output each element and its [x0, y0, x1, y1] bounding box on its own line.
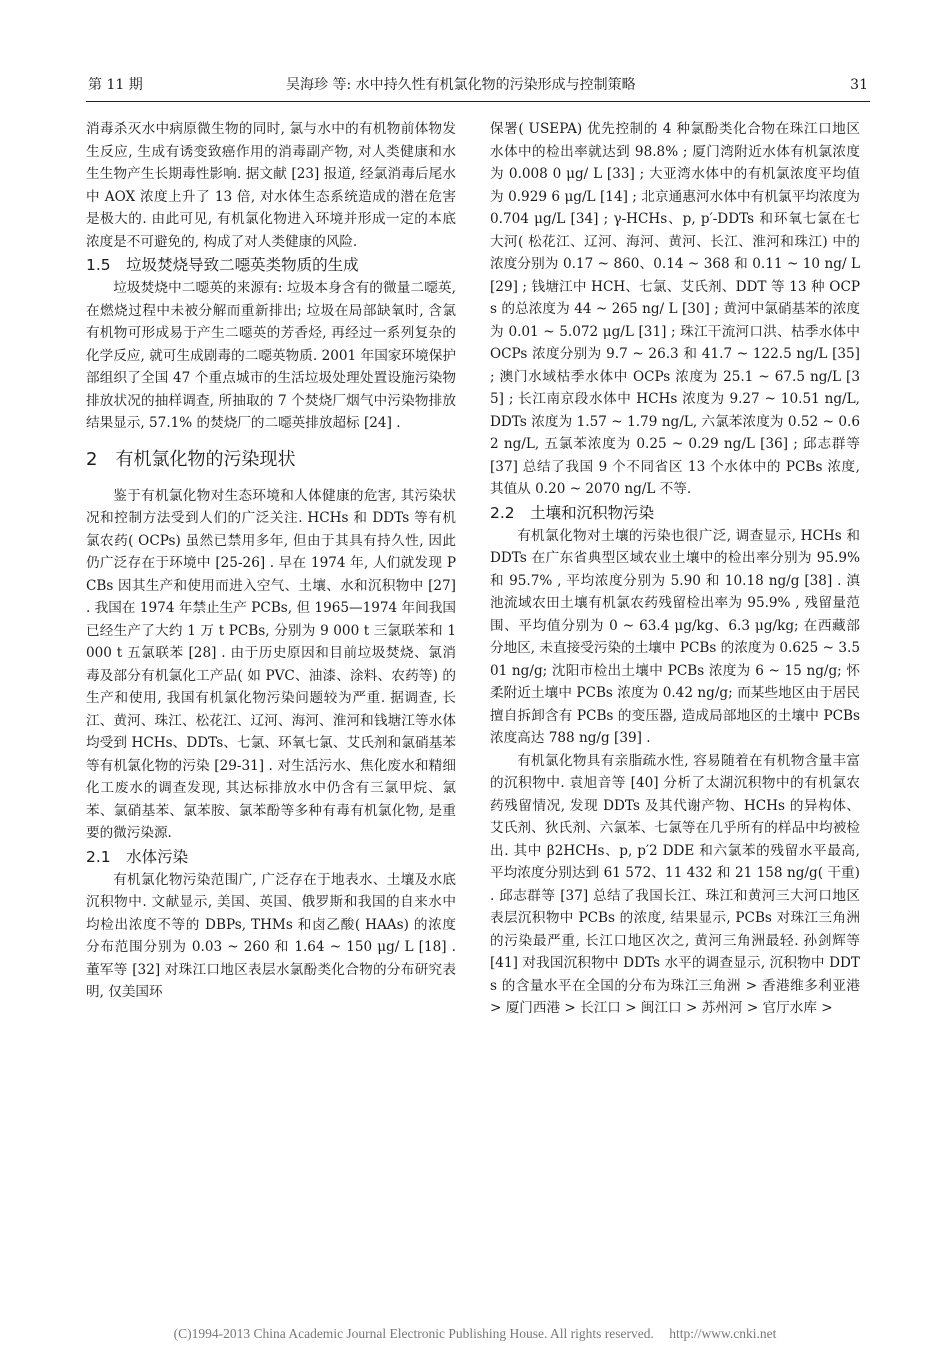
- paragraph-2-2-sediment: 有机氯化物具有亲脂疏水性, 容易随着在有机物含量丰富的沉积物中. 袁旭音等 [40] 分析了太湖沉积物中的有机氯农药残留情况, 发现 DDTs 及其代谢产物、HCHs 的异构体、艾氏剂、狄氏剂、六氯苯、七氯等在几乎所有的样品中均被检出. 其中 β2HCHs、p, p′2 DDE 和六氯苯的残留水平最高, 平均浓度分别达到 61 572、11 432 和 21 158 ng/g( 干重) . 邱志群等 [37] 总结了我国长江、珠江和黄河三大河口地区表层沉积物中 PCBs 的浓度, 结果显示, PCBs 对珠江三角洲的污染最严重, 长江口地区次之, 黄河三角洲最轻. 孙剑辉等 [41] 对我国沉积物中 DDTs 水平的调查显示, 沉积物中 DDTs 的含量水平在全国的分布为珠江三角洲 > 香港维多利亚港 > 厦门西港 > 长江口 > 闽江口 > 苏州河 > 官厅水库 >: [490, 752, 860, 1016]
- paragraph-intro-continued: 消毒杀灭水中病原微生物的同时, 氯与水中的有机物前体物发生反应, 生成有诱变致癌作用的消毒副产物, 对人类健康和水生生物产生长期毒性影响. 据文献 [23] 报道, 经氯消毒后尾水中 AOX 浓度上升了 13 倍, 对水体生态系统造成的潜在危害是极大的. 由此可见, 有机氯化物进入环境并形成一定的本底浓度是不可避免的, 构成了对人类健康的风险.: [86, 121, 456, 250]
- page-number: 31: [850, 77, 868, 93]
- header-rule: [86, 101, 870, 102]
- footer-url: http://www.cnki.net: [669, 1326, 777, 1341]
- running-header: [88, 74, 868, 96]
- section-heading-2-2: 2.2 土壤和沉积物污染: [490, 503, 655, 522]
- page-footer: [0, 1326, 950, 1342]
- right-column: [490, 118, 860, 1020]
- paragraph-1-5: 垃圾焚烧中二噁英的来源有: 垃圾本身含有的微量二噁英, 在燃烧过程中未被分解而重新排出; 垃圾在局部缺氧时, 含氯有机物可形成易于产生二噁英的芳香烃, 再经过一系列复杂的化学反应, 就可生成剧毒的二噁英物质. 2001 年国家环境保护部组织了全国 47 个重点城市的生活垃圾处理处置设施污染物排放状况的抽样调查, 所抽取的 7 个焚烧厂烟气中污染物排放结果显示, 57.1% 的焚烧厂的二噁英排放超标 [24] .: [86, 280, 456, 431]
- left-column: [86, 118, 456, 1004]
- section-heading-1-5: 1.5 垃圾焚烧导致二噁英类物质的生成: [86, 256, 359, 274]
- paragraph-2-1: 有机氯化物污染范围广, 广泛存在于地表水、土壤及水底沉积物中. 文献显示, 美国、英国、俄罗斯和我国的自来水中均检出浓度不等的 DBPs, THMs 和卤乙酸( HAAs) 的浓度分布范围分别为 0.03 ~ 260 和 1.64 ~ 150 μg/ L [18] . 董军等 [32] 对珠江口地区表层水氯酚类化合物的分布研究表明, 仅美国环: [86, 871, 456, 1000]
- issue-number: 第 11 期: [88, 77, 143, 93]
- section-heading-2: 2 有机氯化物的污染现状: [86, 448, 296, 470]
- paragraph-2-2-soil: 有机氯化物对土壤的污染也很广泛, 调查显示, HCHs 和 DDTs 在广东省典型区域农业土壤中的检出率分别为 95.9% 和 95.7% , 平均浓度分别为 5.90 和 10.18 ng/g [38] . 滇池流域农田土壤有机氯农药残留检出率为 95.9% , 残留量范围、平均值分别为 0 ~ 63.4 μg/kg、6.3 μg/kg; 在西藏部分地区, 未直接受污染的土壤中 PCBs 的浓度为 0.625 ~ 3.501 ng/g; 沈阳市检出土壤中 PCBs 浓度为 6 ~ 15 ng/g; 怀柔附近土壤中 PCBs 浓度为 0.42 ng/g; 而某些地区由于居民擅自拆卸含有 PCBs 的变压器, 造成局部地区的土壤中 PCBs 浓度高达 788 ng/g [39] .: [490, 527, 860, 746]
- running-title: 吴海珍 等: 水中持久性有机氯化物的污染形成与控制策略: [286, 77, 636, 93]
- section-heading-2-1: 2.1 水体污染: [86, 847, 189, 866]
- paragraph-2: 鉴于有机氯化物对生态环境和人体健康的危害, 其污染状况和控制方法受到人们的广泛关注. HCHs 和 DDTs 等有机氯农药( OCPs) 虽然已禁用多年, 但由于其具有持久性, 因此仍广泛存在于环境中 [25-26] . 早在 1974 年, 人们就发现 PCBs 因其生产和使用而进入空气、土壤、水和沉积物中 [27] . 我国在 1974 年禁止生产 PCBs, 但 1965—1974 年间我国已经生产了大约 1 万 t PCBs, 分别为 9 000 t 三氯联苯和 1 000 t 五氯联苯 [28] . 由于历史原因和目前垃圾焚烧、氯消毒及部分有机氯化工产品( 如 PVC、油漆、涂料、农药等) 的生产和使用, 我国有机氯化物污染问题较为严重. 据调查, 长江、黄河、珠江、松花江、辽河、海河、淮河和钱塘江等水体均受到 HCHs、DDTs、七氯、环氧七氯、艾氏剂和氯硝基苯等有机氯化物的污染 [29-31] . 对生活污水、焦化废水和精细化工废水的调查发现, 其达标排放水中仍含有三氯甲烷、氯苯、氯硝基苯、氯苯胺、氯苯酚等多种有毒有机氯化物, 是重要的微污染源.: [86, 487, 456, 841]
- paragraph-2-1-continued: 保署( USEPA) 优先控制的 4 种氯酚类化合物在珠江口地区水体中的检出率就达到 98.8% ; 厦门湾附近水体有机氯浓度为 0.008 0 μg/ L [33] ; 大亚湾水体中的有机氯浓度平均值为 0.929 6 μg/L [14] ; 北京通惠河水体中有机氯平均浓度为 0.704 μg/L [34] ; γ-HCHs、p, p′-DDTs 和环氧七氯在七大河( 松花江、辽河、海河、黄河、长江、淮河和珠江) 中的浓度分别为 0.17 ~ 860、0.14 ~ 368 和 0.11 ~ 10 ng/ L [29] ; 钱塘江中 HCH、七氯、艾氏剂、DDT 等 13 种 OCPs 的总浓度为 44 ~ 265 ng/ L [30] ; 黄河中氯硝基苯的浓度为 0.01 ~ 5.072 μg/L [31] ; 珠江干流河口洪、枯季水体中 OCPs 浓度分别为 9.7 ~ 26.3 和 41.7 ~ 122.5 ng/L [35] ; 澳门水域枯季水体中 OCPs 浓度为 25.1 ~ 67.5 ng/L [35] ; 长江南京段水体中 HCHs 浓度为 9.27 ~ 10.51 ng/L, DDTs 浓度为 1.57 ~ 1.79 ng/L, 六氯苯浓度为 0.52 ~ 0.62 ng/L, 五氯苯浓度为 0.25 ~ 0.29 ng/L [36] ; 邱志群等 [37] 总结了我国 9 个不同省区 13 个水体中的 PCBs 浓度, 其值从 0.20 ~ 2070 ng/L 不等.: [490, 121, 860, 497]
- footer-copyright: (C)1994-2013 China Academic Journal Electronic Publishing House. All rights reserved.: [173, 1326, 654, 1341]
